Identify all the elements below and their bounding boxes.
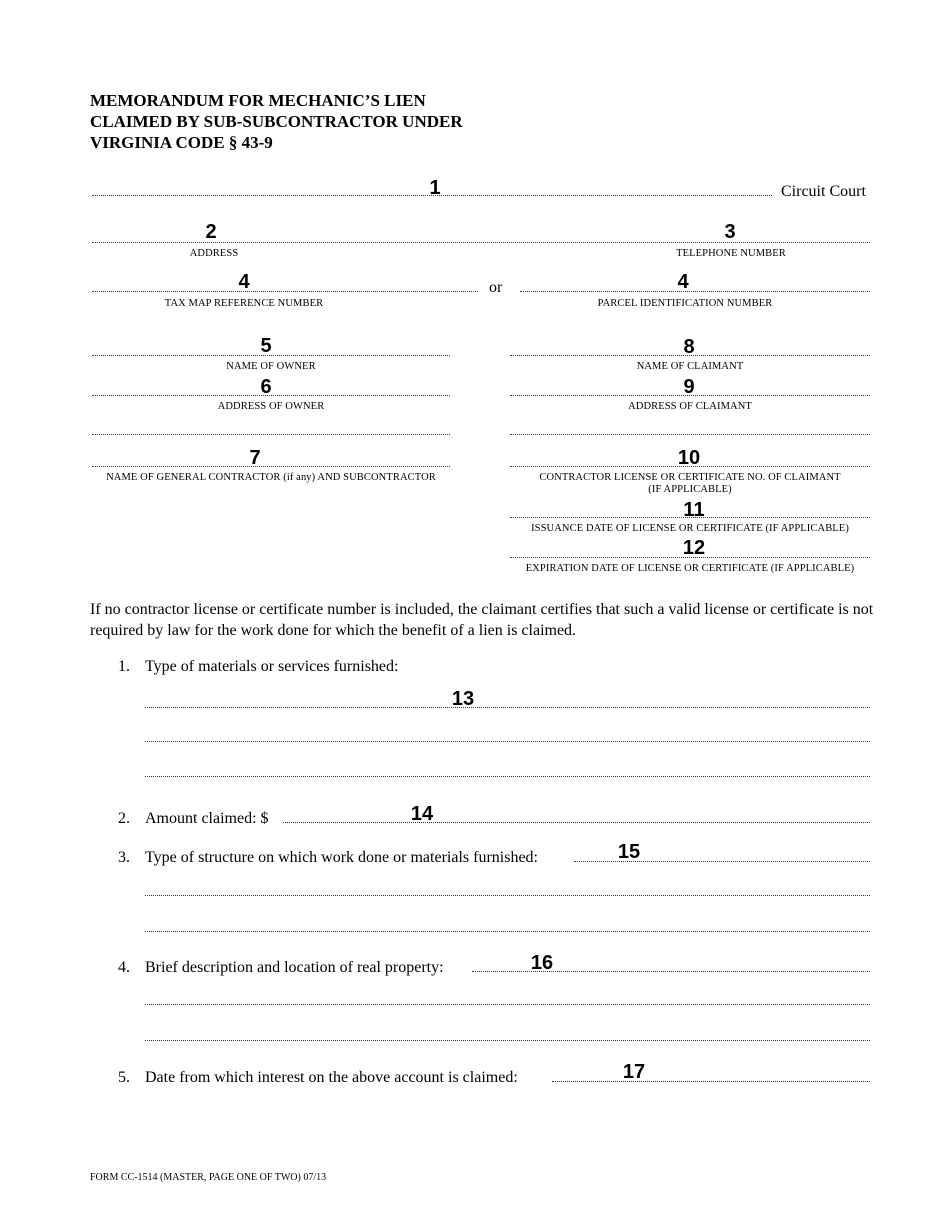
- form-footer: FORM CC-1514 (MASTER, PAGE ONE OF TWO) 07/13: [90, 1172, 327, 1183]
- field-number-13: 13: [451, 688, 475, 710]
- structure-field-line-3[interactable]: [145, 931, 870, 932]
- materials-field-line-3[interactable]: [145, 776, 870, 777]
- tax-map-field-line[interactable]: [92, 291, 478, 292]
- owner-address-extra-line[interactable]: [92, 434, 450, 435]
- item-1-text: Type of materials or services furnished:: [145, 658, 399, 675]
- form-title: [90, 90, 463, 153]
- tax-map-label: TAX MAP REFERENCE NUMBER: [164, 298, 324, 309]
- certification-paragraph: If no contractor license or certificate number is included, the claimant certifies that such a valid license or certificate is not required by law for the work done for which the benefit of a lien is claimed.: [90, 601, 874, 639]
- form-title-line-2: CLAIMED BY SUB-SUBCONTRACTOR UNDER: [90, 112, 463, 131]
- item-2-index: 2.: [118, 810, 130, 827]
- field-number-6: 6: [260, 376, 272, 398]
- expiration-date-label: EXPIRATION DATE OF LICENSE OR CERTIFICATE (IF APPLICABLE): [525, 563, 855, 574]
- field-number-7: 7: [249, 447, 261, 469]
- field-number-5: 5: [260, 335, 272, 357]
- interest-date-field-line[interactable]: [552, 1081, 870, 1082]
- telephone-label: TELEPHONE NUMBER: [676, 248, 786, 259]
- owner-name-label: NAME OF OWNER: [226, 361, 316, 372]
- item-5-text: Date from which interest on the above account is claimed:: [145, 1069, 518, 1086]
- field-number-14: 14: [410, 803, 434, 825]
- field-number-11: 11: [683, 499, 705, 521]
- field-number-2: 2: [205, 221, 217, 243]
- item-4-index: 4.: [118, 959, 130, 976]
- field-number-1: 1: [429, 177, 441, 199]
- field-number-10: 10: [677, 447, 701, 469]
- amount-field-line[interactable]: [283, 822, 870, 823]
- property-field-line-2[interactable]: [145, 1004, 870, 1005]
- owner-address-label: ADDRESS OF OWNER: [217, 401, 325, 412]
- issuance-date-label: ISSUANCE DATE OF LICENSE OR CERTIFICATE (IF APPLICABLE): [531, 523, 849, 534]
- item-1-index: 1.: [118, 658, 130, 675]
- property-field-line-3[interactable]: [145, 1040, 870, 1041]
- field-number-15: 15: [617, 841, 641, 863]
- field-number-16: 16: [530, 952, 554, 974]
- license-label-line-2: (IF APPLICABLE): [648, 484, 732, 495]
- parcel-label: PARCEL IDENTIFICATION NUMBER: [597, 298, 773, 309]
- license-label-line-1: CONTRACTOR LICENSE OR CERTIFICATE NO. OF CLAIMANT: [539, 472, 841, 483]
- field-number-4-tax-map: 4: [238, 271, 250, 293]
- circuit-court-label: Circuit Court: [781, 183, 866, 200]
- item-2-text: Amount claimed: $: [145, 810, 269, 827]
- claimant-address-label: ADDRESS OF CLAIMANT: [628, 401, 752, 412]
- materials-field-line-2[interactable]: [145, 741, 870, 742]
- form-title-line-1: MEMORANDUM FOR MECHANIC’S LIEN: [90, 91, 426, 110]
- item-5-index: 5.: [118, 1069, 130, 1086]
- claimant-name-label: NAME OF CLAIMANT: [636, 361, 744, 372]
- item-3-text: Type of structure on which work done or materials furnished:: [145, 849, 538, 866]
- address-label: ADDRESS: [189, 248, 239, 259]
- contractor-label: NAME OF GENERAL CONTRACTOR (if any) AND SUBCONTRACTOR: [106, 472, 436, 483]
- structure-field-line-2[interactable]: [145, 895, 870, 896]
- field-number-17: 17: [622, 1061, 646, 1083]
- field-number-9: 9: [683, 376, 695, 398]
- materials-field-line-1[interactable]: [145, 707, 870, 708]
- item-4-text: Brief description and location of real property:: [145, 959, 444, 976]
- form-title-line-3: VIRGINIA CODE § 43-9: [90, 133, 273, 152]
- claimant-address-extra-line[interactable]: [510, 434, 870, 435]
- or-text: or: [489, 279, 503, 296]
- field-number-8: 8: [683, 336, 695, 358]
- field-number-3: 3: [724, 221, 736, 243]
- license-label: [490, 472, 890, 496]
- item-3-index: 3.: [118, 849, 130, 866]
- field-number-4-parcel: 4: [677, 271, 689, 293]
- field-number-12: 12: [682, 537, 706, 559]
